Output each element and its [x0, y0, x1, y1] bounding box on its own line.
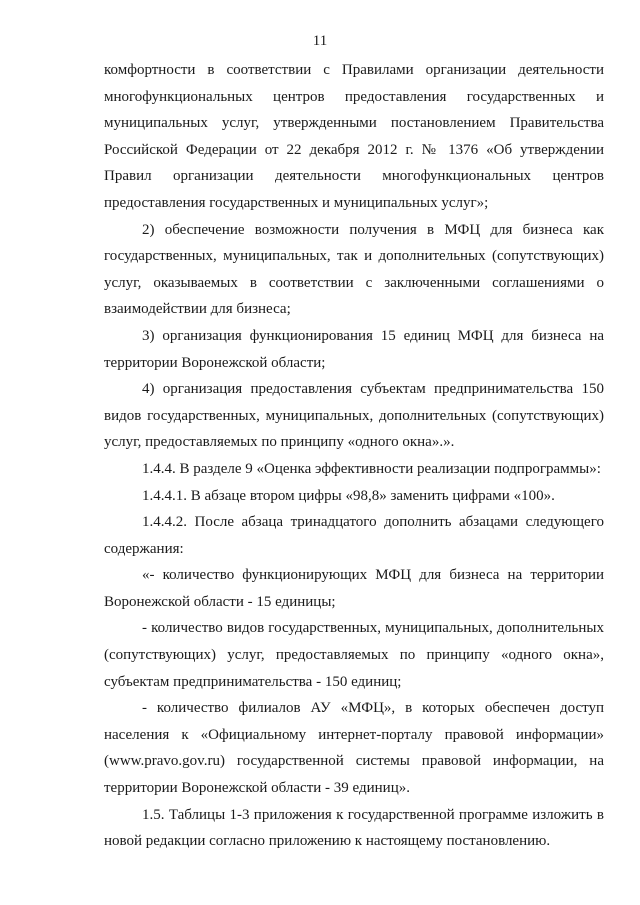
paragraph-1-4-4-2: 1.4.4.2. После абзаца тринадцатого дополнить абзацами следующего содержания: — [104, 514, 604, 557]
paragraph-indicator-mfc-count: «- количество функционирующих МФЦ для бизнеса на территории Воронежской области - 15 единицы; — [104, 567, 604, 610]
paragraph-item-3: 3) организация функционирования 15 единиц МФЦ для бизнеса на территории Воронежской области; — [104, 327, 604, 371]
paragraph-continuation: комфортности в соответствии с Правилами организации деятельности многофункциональных центров предоставления государственных и муниципальных услуг, утвержденными постановлением Правительства Российской Федерации от 22 декабря 2012 г. № 1376 «Об утверждении Правил организации деятельности многофункциональных центров предоставления государственных и муниципальных услуг»; — [104, 62, 604, 211]
paragraph-1-4-4: 1.4.4. В разделе 9 «Оценка эффективности реализации подпрограммы»: — [142, 460, 601, 477]
paragraph-indicator-branches-count: - количество филиалов АУ «МФЦ», в которых обеспечен доступ населения к «Официальному интернет-порталу правовой информации» (www.pravo.gov.ru) государственной системы правовой информации, на территории Воронежской области - 39 единиц». — [104, 700, 604, 797]
page-number: 11 — [312, 33, 328, 49]
paragraph-item-2: 2) обеспечение возможности получения в МФЦ для бизнеса как государственных, муниципальных, так и дополнительных (сопутствующих) услуг, оказываемых в соответствии с заключенными соглашениями о взаимодействии для бизнеса; — [104, 221, 604, 318]
document-body — [104, 57, 604, 855]
paragraph-1-5: 1.5. Таблицы 1-3 приложения к государственной программе изложить в новой редакции согласно приложению к настоящему постановлению. — [104, 806, 604, 850]
paragraph-1-4-4-1: 1.4.4.1. В абзаце втором цифры «98,8» заменить цифрами «100». — [142, 487, 555, 504]
paragraph-item-4: 4) организация предоставления субъектам предпринимательства 150 видов государственных, муниципальных, дополнительных (сопутствующих) услуг, предоставляемых по принципу «одного окна».». — [104, 381, 604, 451]
paragraph-indicator-services-count: - количество видов государственных, муниципальных, дополнительных (сопутствующих) услуг, предоставляемых по принципу «одного окна», субъектам предпринимательства - 150 единиц; — [104, 620, 604, 690]
